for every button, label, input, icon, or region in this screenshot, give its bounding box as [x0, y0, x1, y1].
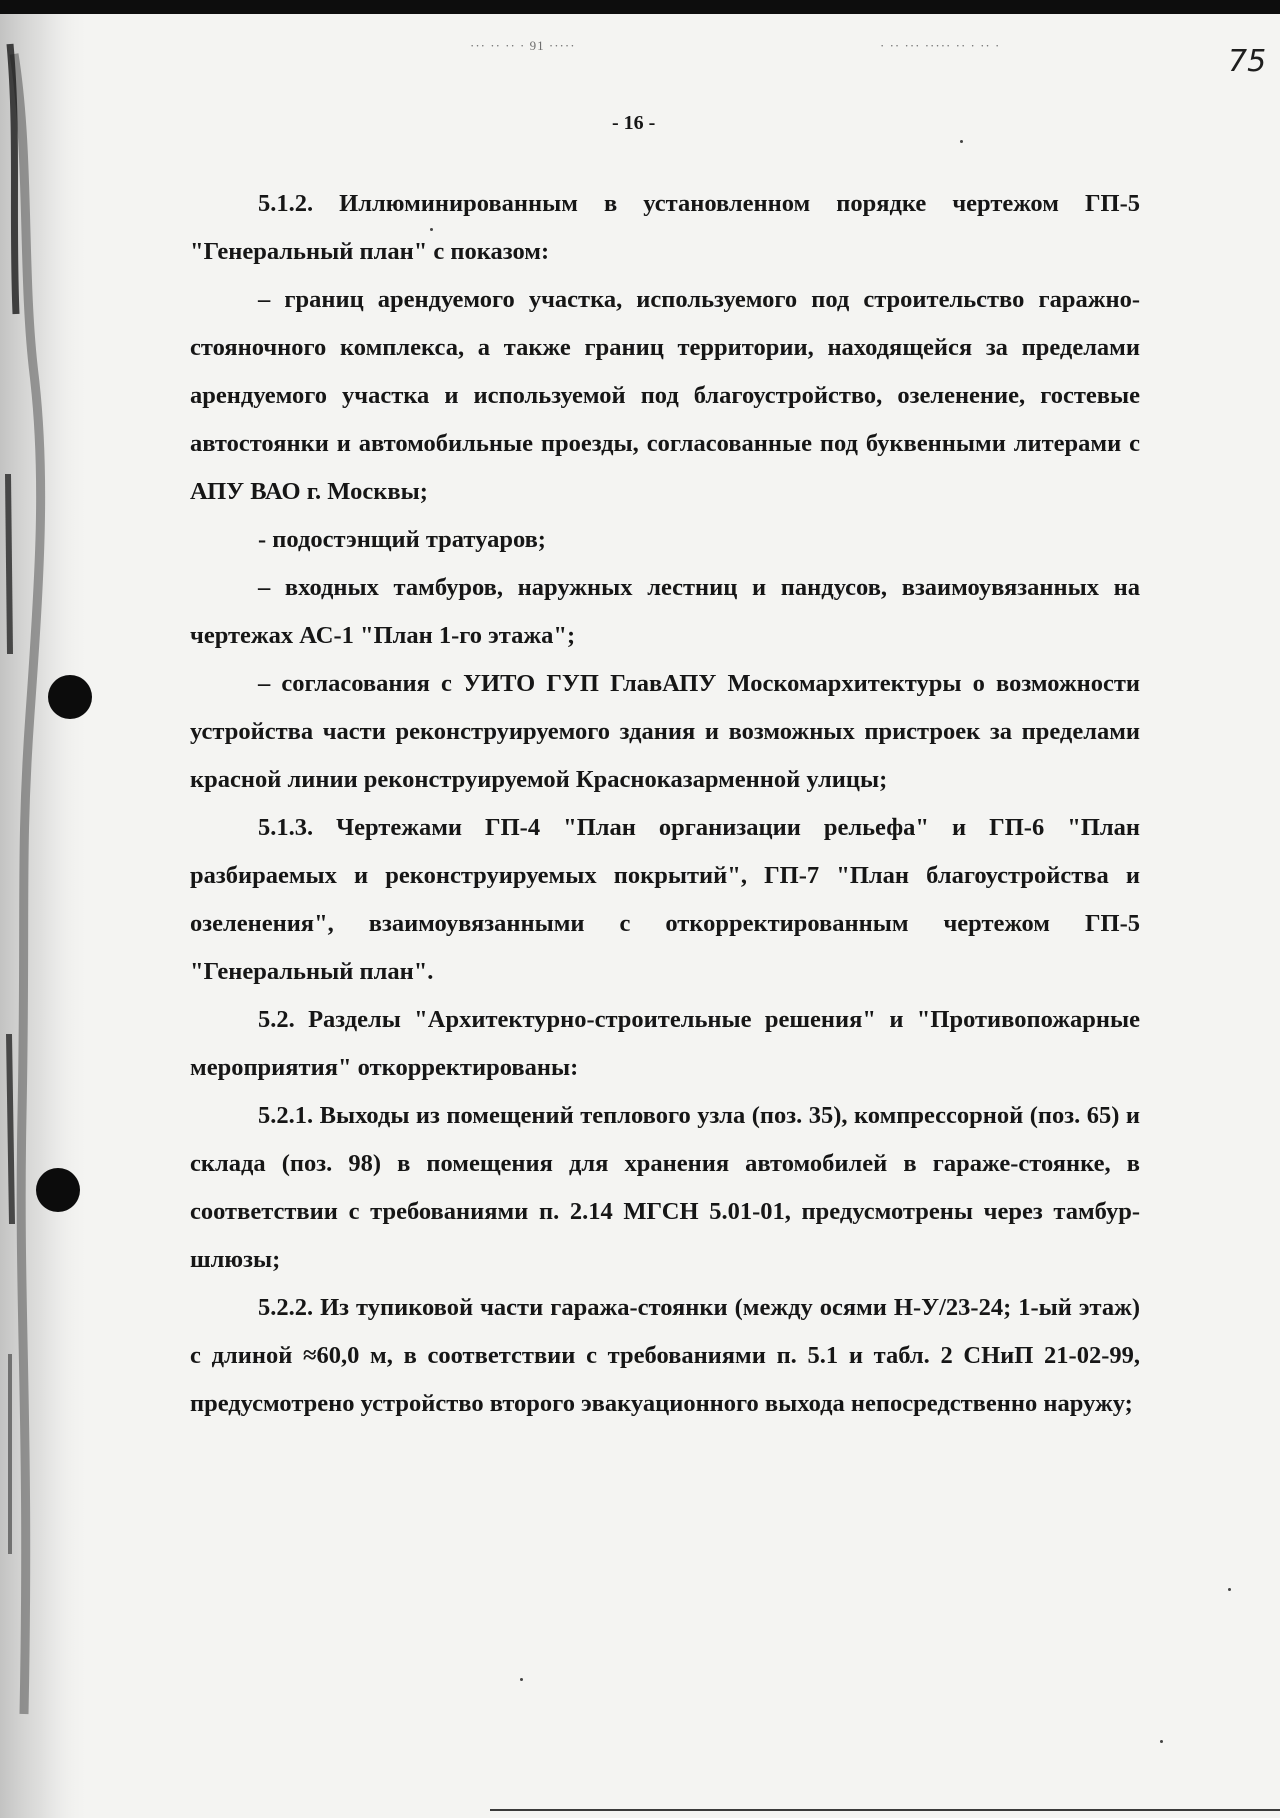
document-body: [190, 180, 1140, 1428]
scan-bottom-border: [490, 1809, 1280, 1811]
paragraph: 5.2.1. Выходы из помещений теплового узла (поз. 35), компрессорной (поз. 65) и склада (поз. 98) в помещения для хранения автомобилей в гараже-стоянке, в соответствии с требованиями п. 2.14 МГСН 5.01-01, предусмотрены через тамбур-шлюзы;: [190, 1102, 1140, 1273]
paragraph: 5.2.2. Из тупиковой части гаража-стоянки (между осями Н-У/23-24; 1-ый этаж) с длиной ≈60,0 м, в соответствии с требованиями п. 5.1 и табл. 2 СНиП 21-02-99, предусмотрено устройство второго эвакуационного выхода непосредственно наружу;: [190, 1294, 1140, 1417]
fax-header-left: ··· ·· ·· · 91 ·····: [470, 38, 576, 53]
punch-hole: [36, 1168, 80, 1212]
page-number: - 16 -: [612, 112, 656, 134]
scan-speck: [1228, 1588, 1231, 1591]
paragraph: – согласования с УИТО ГУП ГлавАПУ Москомархитектуры о возможности устройства части реконструируемого здания и возможных пристроек за пределами красной линии реконструируемой Красноказарменной улицы;: [190, 670, 1140, 793]
scan-speck: [960, 140, 963, 143]
scan-speck: [1160, 1740, 1163, 1743]
scan-speck: [520, 1678, 523, 1681]
paragraph: – входных тамбуров, наружных лестниц и пандусов, взаимоувязанных на чертежах АС-1 "План 1-го этажа";: [190, 574, 1140, 649]
paragraph: – границ арендуемого участка, используемого под строительство гаражно-стояночного комплекса, а также границ территории, находящейся за пределами арендуемого участка и используемой под благоустройство, озеленение, гостевые автостоянки и автомобильные проезды, согласованные под буквенными литерами с АПУ ВАО г. Москвы;: [190, 286, 1140, 505]
binding-edge-graphic: [0, 14, 92, 1818]
punch-hole: [48, 675, 92, 719]
paragraph: - подостэнщий тратуаров;: [258, 526, 546, 553]
fax-header-right: · ·· ··· ····· ·· · ·· ·: [880, 38, 1001, 53]
paragraph: 5.1.2. Иллюминированным в установленном порядке чертежом ГП-5 "Генеральный план" с показом:: [190, 190, 1140, 265]
paragraph: 5.2. Разделы "Архитектурно-строительные решения" и "Противопожарные мероприятия" откорректированы:: [190, 1006, 1140, 1081]
scan-top-border: [0, 0, 1280, 14]
paragraph: 5.1.3. Чертежами ГП-4 "План организации рельефа" и ГП-6 "План разбираемых и реконструируемых покрытий", ГП-7 "План благоустройства и озеленения", взаимоувязанными с откорректированным чертежом ГП-5 "Генеральный план".: [190, 814, 1140, 985]
handwritten-page-stamp: 75: [1228, 44, 1267, 79]
scan-speck: [430, 228, 433, 231]
binding-edge-shadow: [0, 14, 92, 1818]
